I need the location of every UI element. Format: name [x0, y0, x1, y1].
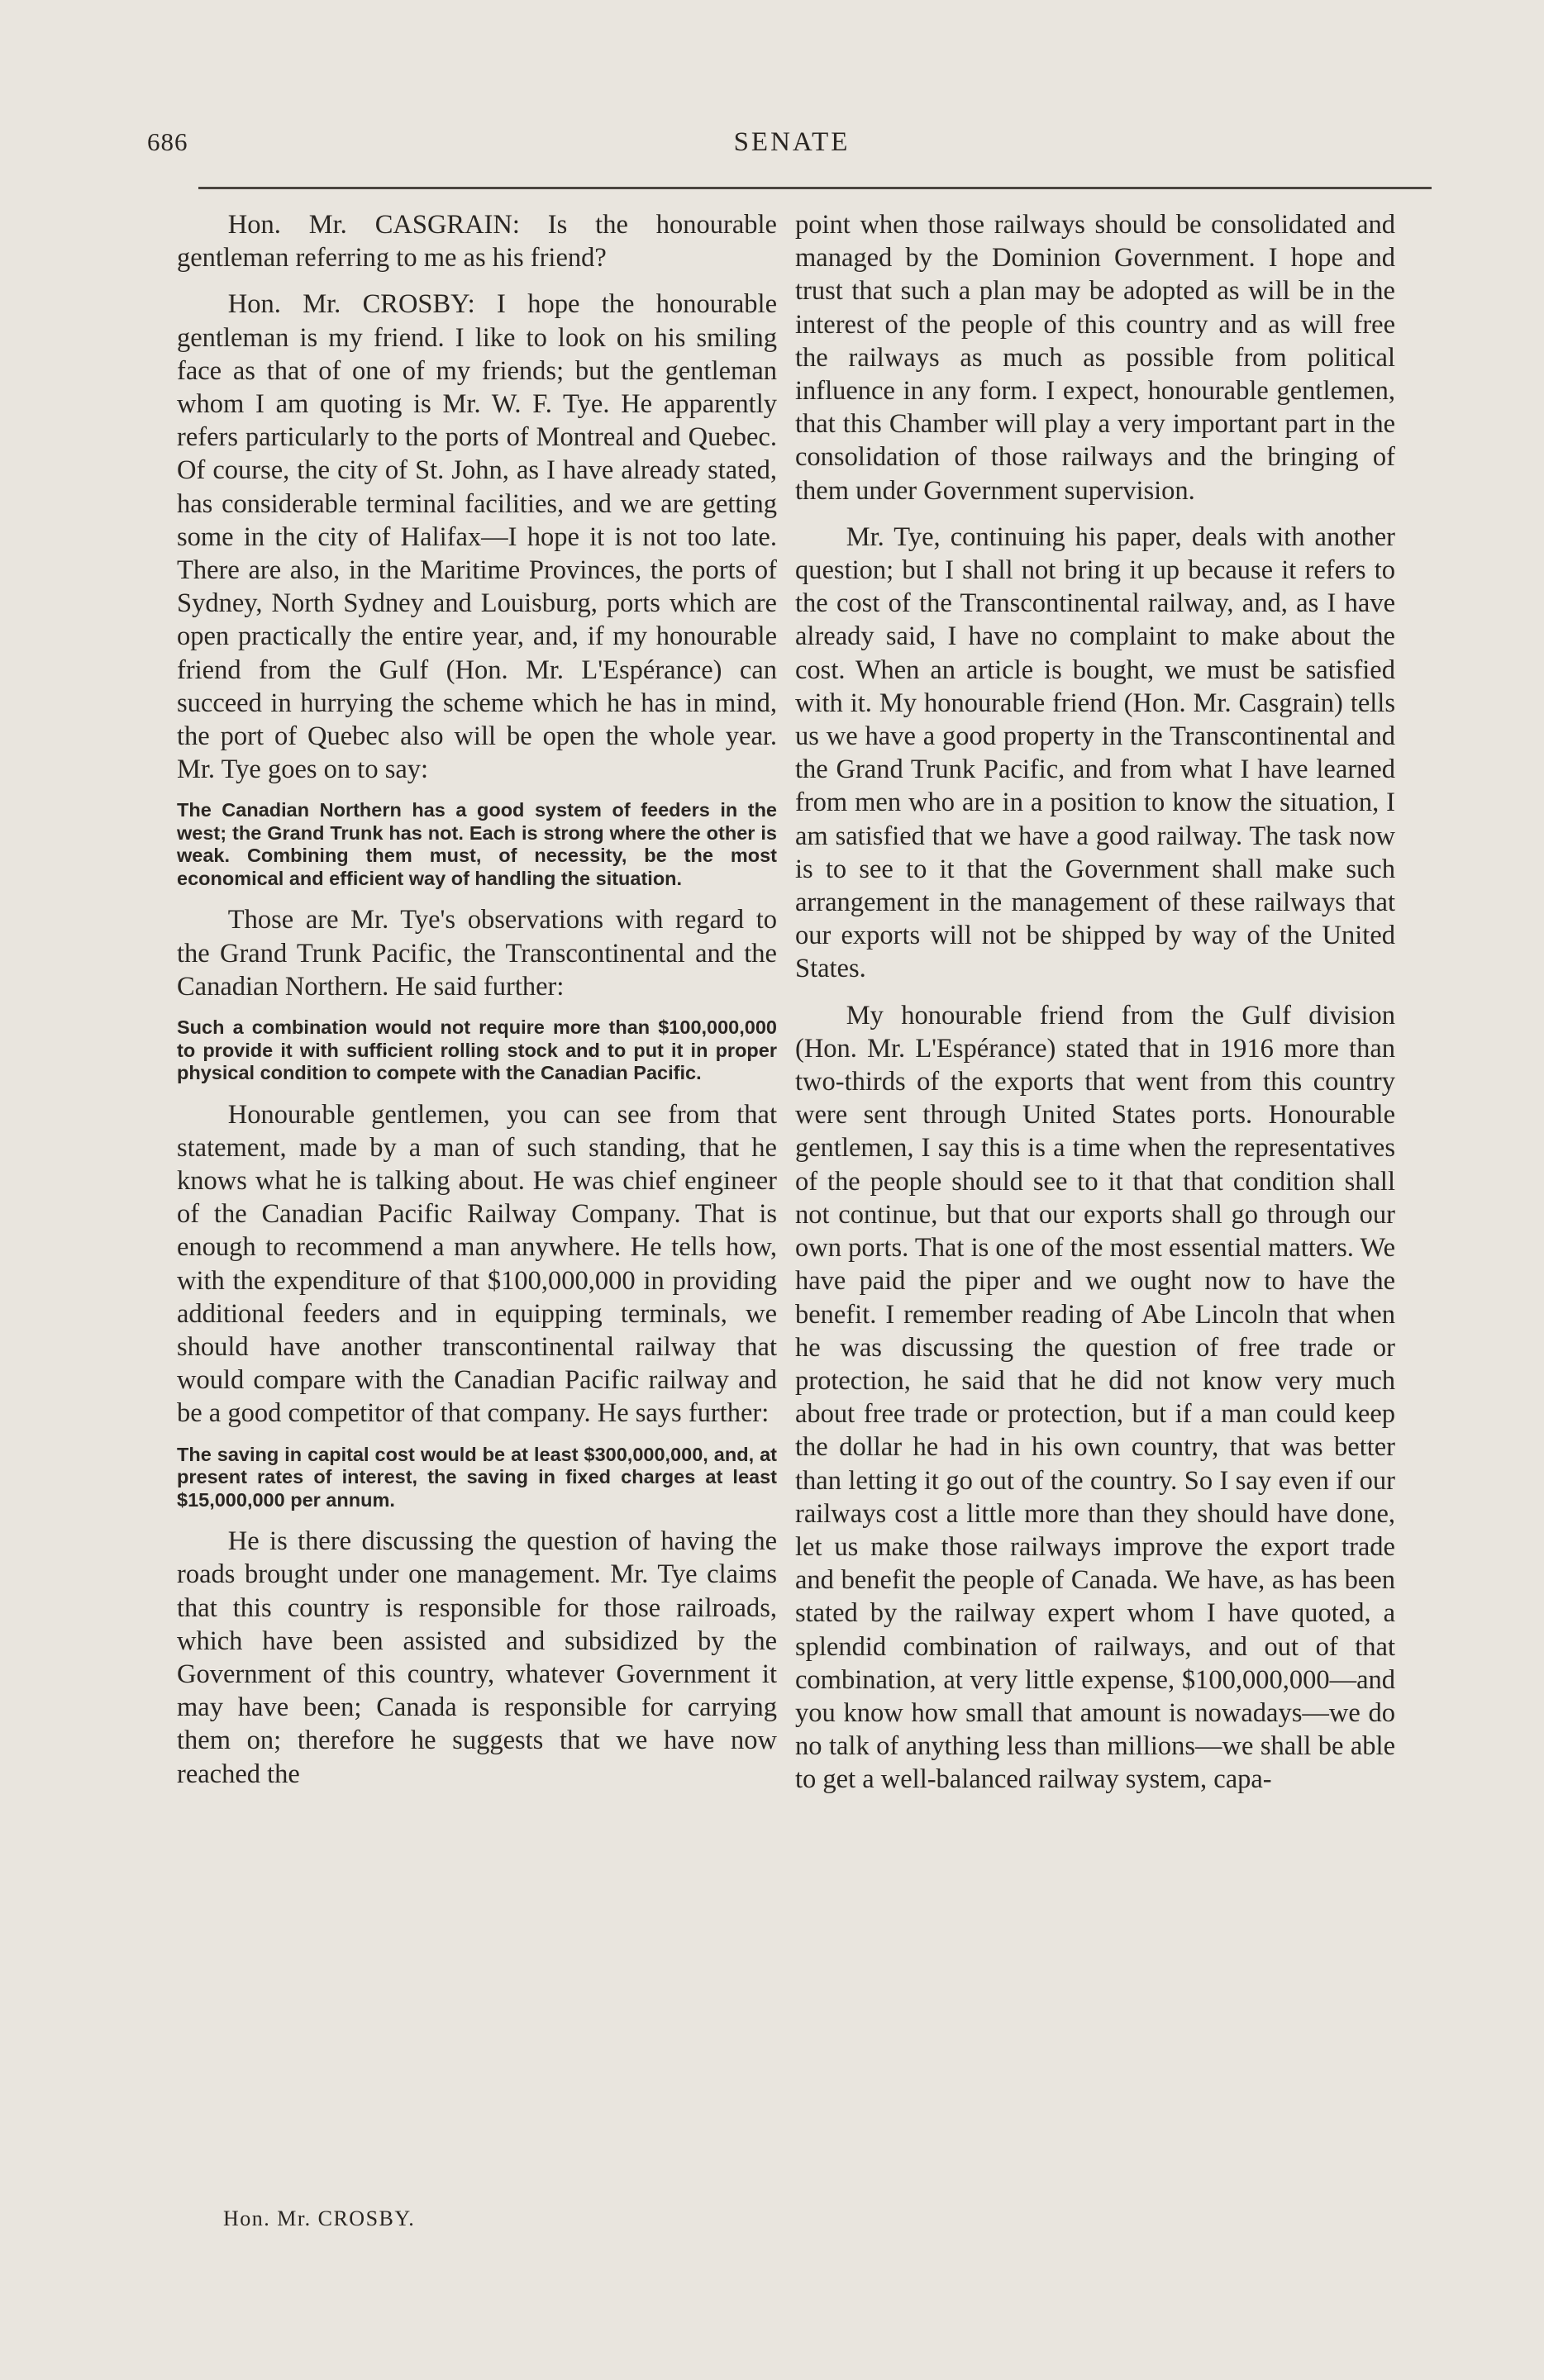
- running-head: SENATE: [733, 127, 851, 157]
- header-rule: [198, 187, 1432, 189]
- paragraph: Mr. Tye, continuing his paper, deals with another question; but I shall not bring it up because it refers to the cost of the Transcontinental railway, and, as I have already said, I have no complaint to make about the cost. When an article is bought, we must be satisfied with it. My honourable friend (Hon. Mr. Casgrain) tells us we have a good property in the Transcontinental and the Grand Trunk Pacific, and from what I have learned from men who are in a position to know the situation, I am satisfied that we have a good railway. The task now is to see to it that the Government shall make such arrangement in the management of these railways that our exports will not be shipped by way of the United States.: [795, 521, 1395, 984]
- paragraph: Hon. Mr. CASGRAIN: Is the honourable gentleman referring to me as his friend?: [177, 210, 777, 274]
- speaker-footer: Hon. Mr. CROSBY.: [223, 2206, 416, 2230]
- block-quote: The Canadian Northern has a good system of feeders in the west; the Grand Trunk has not. Each is strong where the other is weak. Combining them must, of necessity, be the most economical and efficient way of handling the situation.: [177, 799, 777, 889]
- paragraph: Those are Mr. Tye's observations with regard to the Grand Trunk Pacific, the Transcontinental and the Canadian Northern. He said further:: [177, 905, 777, 1002]
- paragraph: He is there discussing the question of having the roads brought under one management. Mr. Tye claims that this country is responsible for those railroads, which have been assisted and subsidized by the Government of this country, whatever Government it may have been; Canada is responsible for carrying them on; therefore he suggests that we have now reached the: [177, 1526, 777, 1789]
- left-column: [177, 208, 777, 1804]
- paragraph: Hon. Mr. CROSBY: I hope the honourable gentleman is my friend. I like to look on his smiling face as that of one of my friends; but the gentleman whom I am quoting is Mr. W. F. Tye. He apparently refers particularly to the ports of Montreal and Quebec. Of course, the city of St. John, as I have already stated, has considerable terminal facilities, and we are getting some in the city of Halifax—I hope it is not too late. There are also, in the Maritime Provinces, the ports of Sydney, North Sydney and Louisburg, ports which are open practically the entire year, and, if my honourable friend from the Gulf (Hon. Mr. L'Espérance) can succeed in hurrying the scheme which he has in mind, the port of Quebec also will be open the whole year. Mr. Tye goes on to say:: [177, 289, 777, 785]
- right-column: [795, 208, 1395, 1810]
- paragraph-continued: point when those railways should be consolidated and managed by the Dominion Government. I hope and trust that such a plan may be adopted as will be in the interest of the people of this country and as will free the railways as much as possible from political influence in any form. I expect, honourable gentlemen, that this Chamber will play a very important part in the consolidation of those railways and the bringing of them under Government supervision.: [795, 210, 1395, 506]
- block-quote: The saving in capital cost would be at least $300,000,000, and, at present rates of interest, the saving in fixed charges at least $15,000,000 per annum.: [177, 1443, 777, 1511]
- paragraph: Honourable gentlemen, you can see from that statement, made by a man of such standing, that he knows what he is talking about. He was chief engineer of the Canadian Pacific Railway Company. That is enough to recommend a man anywhere. He tells how, with the expenditure of that $100,000,000 in providing additional feeders and in equipping terminals, we should have another transcontinental railway that would compare with the Canadian Pacific railway and be a good competitor of that company. He says further:: [177, 1099, 777, 1429]
- block-quote: Such a combination would not require more than $100,000,000 to provide it with sufficient rolling stock and to put it in proper physical condition to compete with the Canadian Pacific.: [177, 1016, 777, 1084]
- page-header: [147, 122, 1437, 172]
- page-number: 686: [147, 127, 188, 156]
- paragraph: My honourable friend from the Gulf division (Hon. Mr. L'Espérance) stated that in 1916 more than two-thirds of the exports that went from this country were sent through United States ports. Honourable gentlemen, I say this is a time when the representatives of the people should see to it that that condition shall not continue, but that our exports shall go through our own ports. That is one of the most essential matters. We have paid the piper and we ought now to have the benefit. I remember reading of Abe Lincoln that when he was discussing the question of free trade or protection, he said that he did not know very much about free trade or protection, but if a man could keep the dollar he had in his own country, that was better than letting it go out of the country. So I say even if our railways cost a little more than they should have done, let us make those railways improve the export trade and benefit the people of Canada. We have, as has been stated by the railway expert whom I have quoted, a splendid combination of railways, and out of that combination, at very little expense, $100,000,000—and you know how small that amount is nowadays—we do no talk of anything less than millions—we shall be able to get a well-balanced railway system, capa-: [795, 1000, 1395, 1795]
